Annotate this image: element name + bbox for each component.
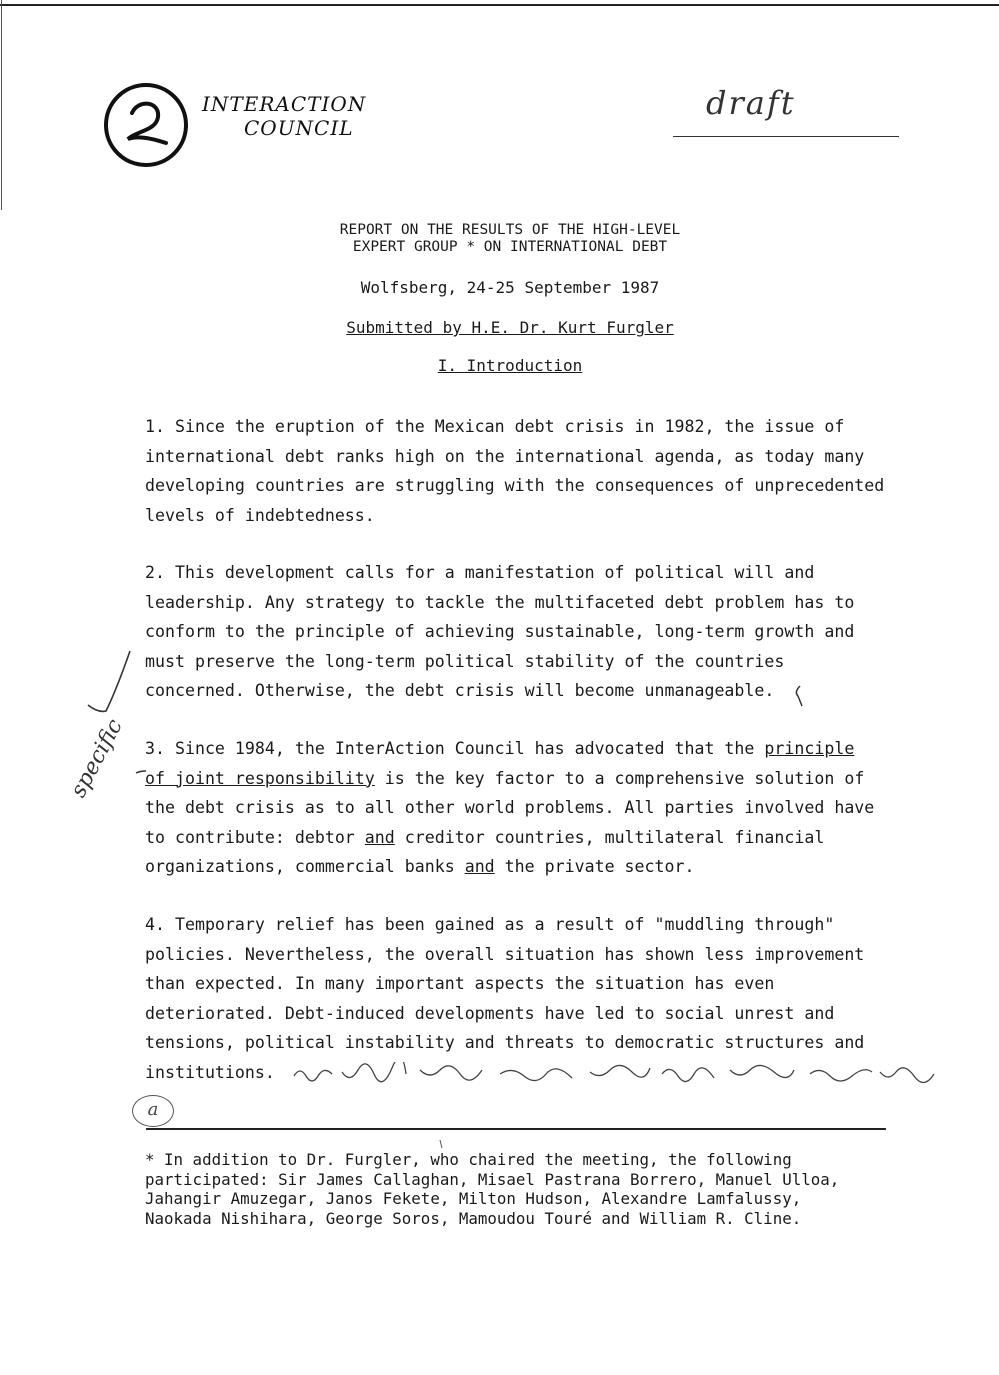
circled-annotation: a — [132, 1095, 174, 1127]
handwritten-draft-mark: draft — [706, 84, 796, 122]
submitted-by-text: Submitted by H.E. Dr. Kurt Furgler — [346, 318, 674, 337]
title-line-1: REPORT ON THE RESULTS OF THE HIGH-LEVEL — [339, 222, 681, 238]
logo-line-1: INTERACTION — [202, 92, 367, 116]
paragraph-2: 2. This development calls for a manifestation of political will and leadership. Any strategy to tackle the multifaceted debt problem has to conform to the principle of achieving sustainable, long-term growth and must preserve the long-term political stability of the countries concerned. Otherwise, the debt crisis will become unmanageable. — [145, 563, 855, 700]
logo-line-2: COUNCIL — [244, 116, 354, 140]
place-date: Wolfsberg, 24-25 September 1987 — [360, 278, 660, 297]
p3-text-4: the private sector. — [494, 857, 695, 876]
tick-mark-icon — [440, 1140, 442, 1148]
title-line-2: EXPERT GROUP * ON INTERNATIONAL DEBT — [352, 239, 668, 255]
p3-text-2: is the key factor to a comprehensive solution of the debt crisis as to all other world problems. All parties involved have to contribute: debtor — [145, 768, 875, 847]
paragraph-1: 1. Since the eruption of the Mexican debt crisis in 1982, the issue of international debt ranks high on the international agenda, as today many developing countries are struggling with the consequences of unprecedented levels of indebtedness. — [145, 417, 885, 525]
p3-underlined-and-2: and — [464, 857, 495, 876]
bracket-mark-icon — [796, 686, 802, 706]
checkmark-icon — [88, 651, 130, 711]
p3-text-3: creditor countries, multilateral financial organizations, commercial banks — [145, 827, 825, 876]
margin-handwritten-note: specific — [66, 715, 128, 802]
p3-underlined-phrase: principle of joint responsibility — [145, 739, 855, 788]
underline-stroke-icon — [136, 771, 146, 773]
footnote-rule — [146, 1128, 886, 1130]
paragraph-4: 4. Temporary relief has been gained as a result of "muddling through" policies. Nevertheless, the overall situation has shown less improvement than expected. In many important aspects the situation has even deteriorated. Debt-induced developments have led to social unrest and tensions, political instability and threats to democratic structures and institutions. — [145, 915, 865, 1082]
p3-text-1: 3. Since 1984, the InterAction Council has advocated that the — [145, 739, 765, 758]
footnote: * In addition to Dr. Furgler, who chaired the meeting, the following participated: Sir James Callaghan, Misael Pastrana Borrero, Manuel Ulloa, Jahangir Amuzegar, Janos Fekete, Milton Hudson, Alexandre Lamfalussy, Naokada Nishihara, George Soros, Mamoudou Touré and William R. Cline. — [145, 1150, 840, 1228]
p3-underlined-and-1: and — [364, 827, 395, 847]
section-heading-text: I. Introduction — [437, 356, 583, 375]
